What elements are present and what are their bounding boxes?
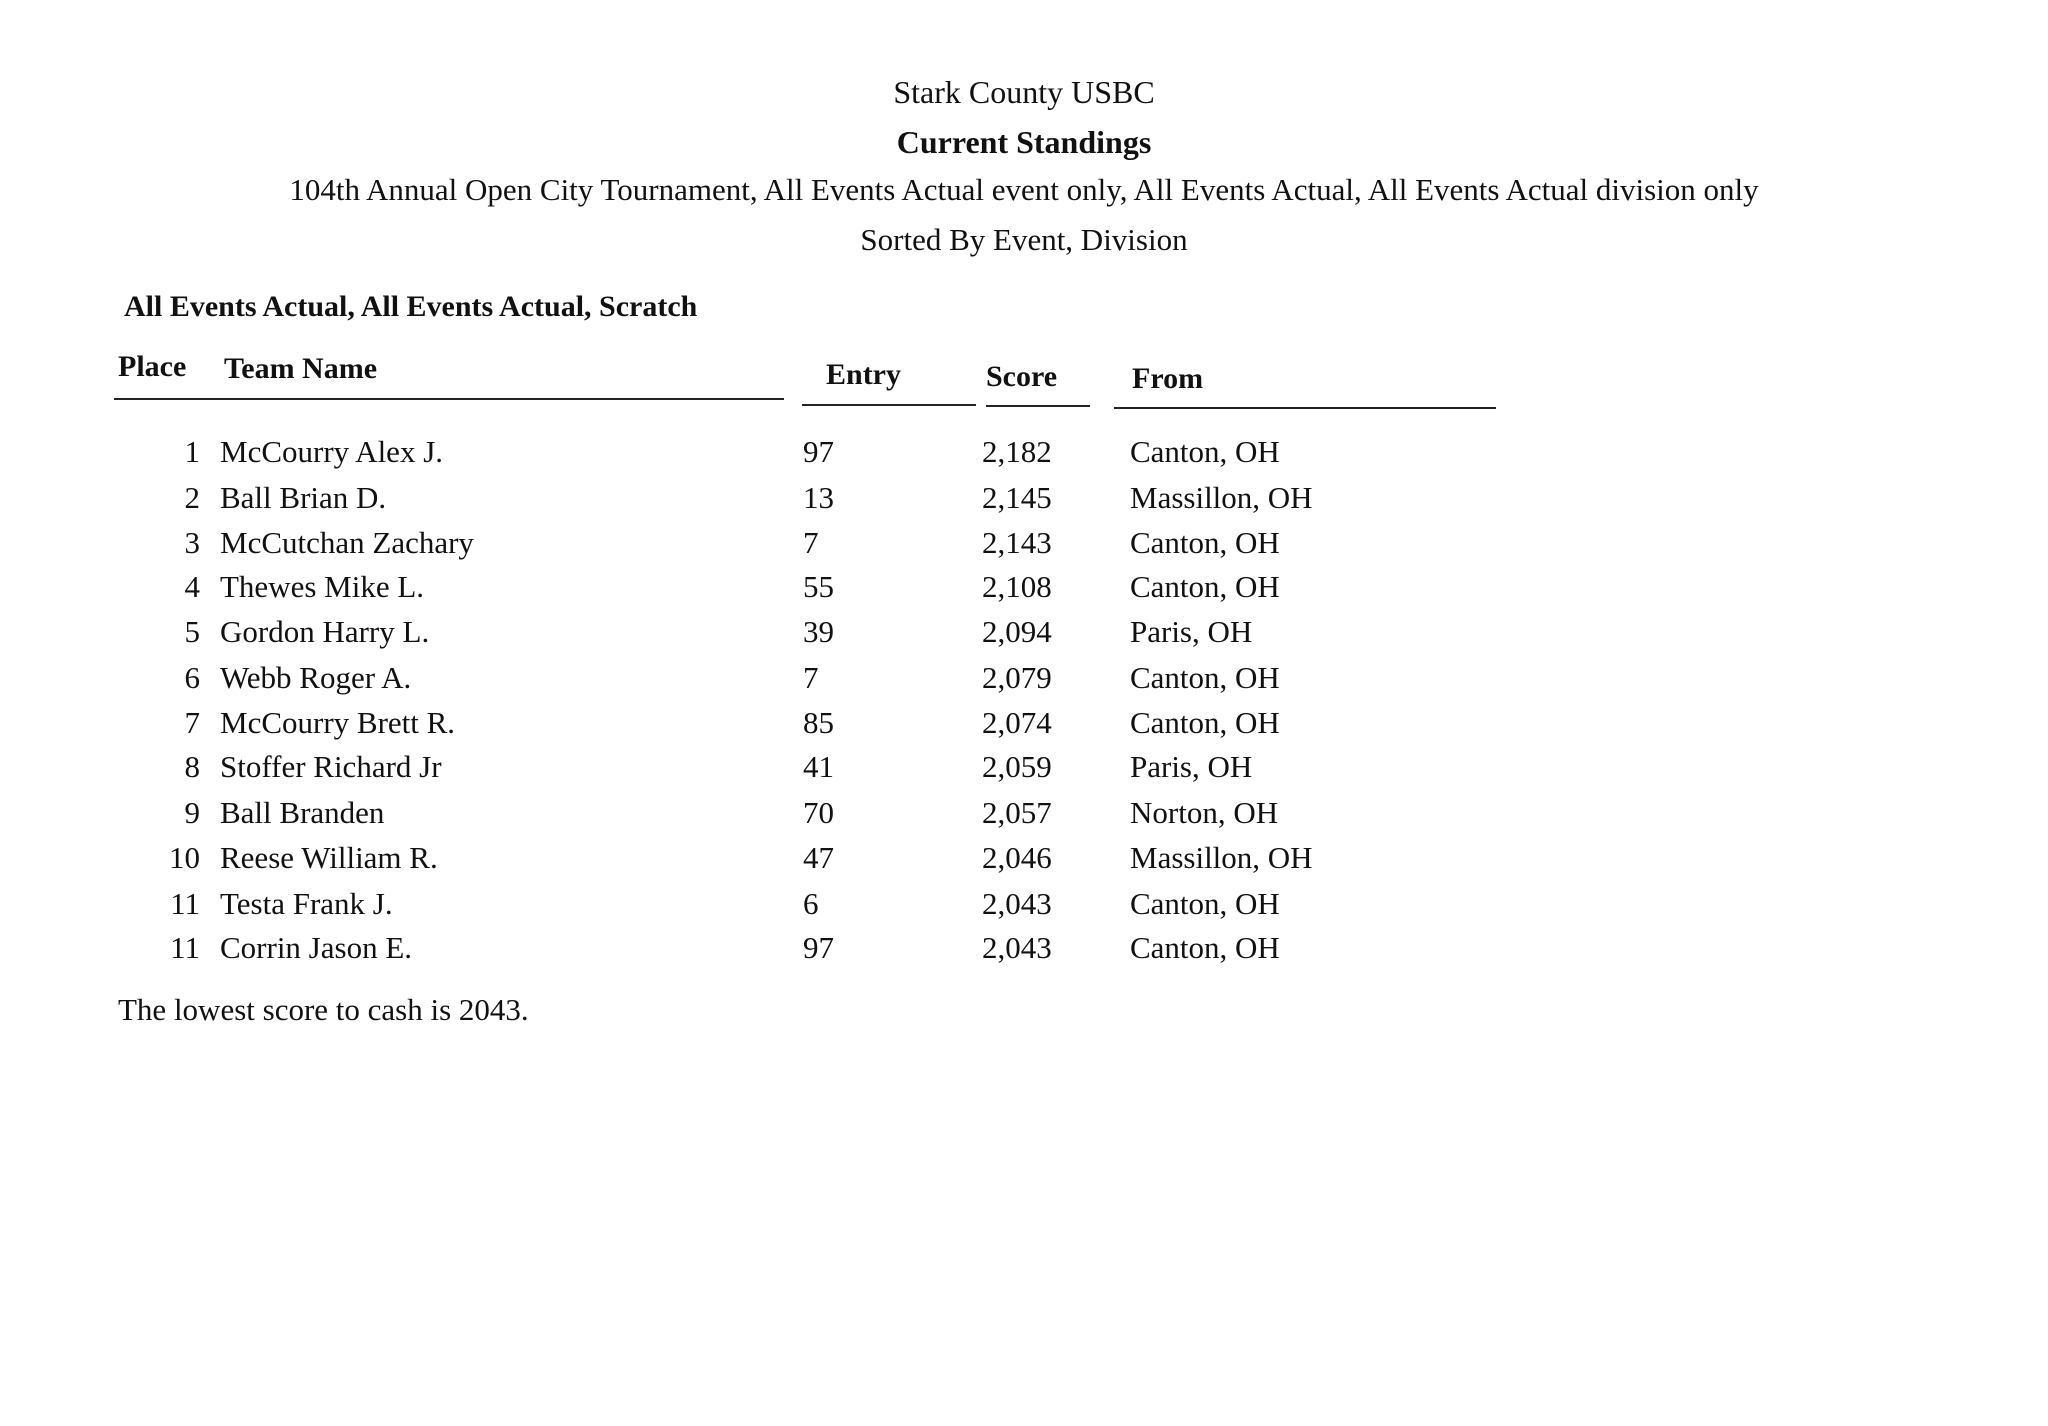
column-header-score: Score [986, 360, 1058, 393]
name-cell: Reese William R. [220, 840, 438, 875]
cash-cutoff-note: The lowest score to cash is 2043. [118, 992, 529, 1027]
name-cell: Testa Frank J. [220, 886, 393, 921]
name-cell: McCourry Brett R. [220, 705, 456, 740]
place-cell: 7 [184, 705, 200, 740]
from-cell: Norton, OH [1130, 795, 1279, 830]
place-cell: 5 [184, 614, 200, 649]
section-heading: All Events Actual, All Events Actual, Scratch [124, 290, 698, 323]
score-cell: 2,094 [982, 614, 1052, 649]
place-cell: 6 [184, 660, 200, 695]
place-cell: 1 [184, 434, 200, 469]
table-row [0, 795, 2048, 841]
from-cell: Massillon, OH [1130, 480, 1313, 515]
place-cell: 10 [169, 840, 200, 875]
score-cell: 2,108 [982, 569, 1052, 604]
table-row [0, 930, 2048, 976]
name-cell: Webb Roger A. [220, 660, 412, 695]
table-row [0, 749, 2048, 795]
place-cell: 11 [170, 886, 200, 921]
table-row [0, 840, 2048, 886]
entry-cell: 70 [803, 795, 834, 830]
score-cell: 2,182 [982, 434, 1052, 469]
name-cell: Thewes Mike L. [220, 569, 425, 604]
from-cell: Canton, OH [1130, 930, 1280, 965]
table-row [0, 525, 2048, 571]
entry-cell: 97 [803, 930, 834, 965]
header-rule-from [1114, 407, 1496, 409]
place-cell: 11 [170, 930, 200, 965]
entry-cell: 97 [803, 434, 834, 469]
table-row [0, 705, 2048, 751]
table-row [0, 886, 2048, 932]
score-cell: 2,145 [982, 480, 1052, 515]
name-cell: Ball Brian D. [220, 480, 387, 515]
place-cell: 9 [184, 795, 200, 830]
entry-cell: 7 [803, 660, 819, 695]
name-cell: Gordon Harry L. [220, 614, 430, 649]
entry-cell: 6 [803, 886, 819, 921]
column-header-from: From [1132, 362, 1204, 395]
entry-cell: 39 [803, 614, 834, 649]
header-rule-score [986, 405, 1090, 407]
score-cell: 2,046 [982, 840, 1052, 875]
table-row [0, 569, 2048, 615]
from-cell: Canton, OH [1130, 434, 1280, 469]
document-title: Current Standings [896, 124, 1152, 160]
place-cell: 8 [184, 749, 200, 784]
entry-cell: 55 [803, 569, 834, 604]
score-cell: 2,057 [982, 795, 1052, 830]
place-cell: 3 [184, 525, 200, 560]
place-cell: 2 [184, 480, 200, 515]
sort-description: Sorted By Event, Division [860, 222, 1188, 257]
from-cell: Canton, OH [1130, 660, 1280, 695]
organization-title: Stark County USBC [893, 74, 1155, 110]
name-cell: Stoffer Richard Jr [220, 749, 442, 784]
table-row [0, 614, 2048, 660]
name-cell: Corrin Jason E. [220, 930, 413, 965]
name-cell: Ball Branden [220, 795, 385, 830]
from-cell: Canton, OH [1130, 525, 1280, 560]
from-cell: Canton, OH [1130, 705, 1280, 740]
from-cell: Paris, OH [1130, 614, 1253, 649]
column-header-entry: Entry [826, 358, 901, 391]
table-row [0, 480, 2048, 526]
score-cell: 2,059 [982, 749, 1052, 784]
header-rule-entry [802, 404, 976, 406]
entry-cell: 13 [803, 480, 834, 515]
header-rule-name [114, 398, 784, 400]
from-cell: Paris, OH [1130, 749, 1253, 784]
score-cell: 2,143 [982, 525, 1052, 560]
score-cell: 2,074 [982, 705, 1052, 740]
entry-cell: 85 [803, 705, 834, 740]
column-header-team-name: Team Name [224, 352, 378, 385]
score-cell: 2,043 [982, 930, 1052, 965]
name-cell: McCutchan Zachary [220, 525, 474, 560]
place-cell: 4 [184, 569, 200, 604]
entry-cell: 41 [803, 749, 834, 784]
table-row [0, 660, 2048, 706]
table-row [0, 434, 2048, 480]
name-cell: McCourry Alex J. [220, 434, 444, 469]
from-cell: Massillon, OH [1130, 840, 1313, 875]
entry-cell: 47 [803, 840, 834, 875]
from-cell: Canton, OH [1130, 569, 1280, 604]
entry-cell: 7 [803, 525, 819, 560]
column-header-place: Place [118, 350, 187, 383]
from-cell: Canton, OH [1130, 886, 1280, 921]
score-cell: 2,043 [982, 886, 1052, 921]
tournament-subtitle: 104th Annual Open City Tournament, All Events Actual event only, All Events Actual, All Events Actual division only [289, 172, 1759, 207]
score-cell: 2,079 [982, 660, 1052, 695]
